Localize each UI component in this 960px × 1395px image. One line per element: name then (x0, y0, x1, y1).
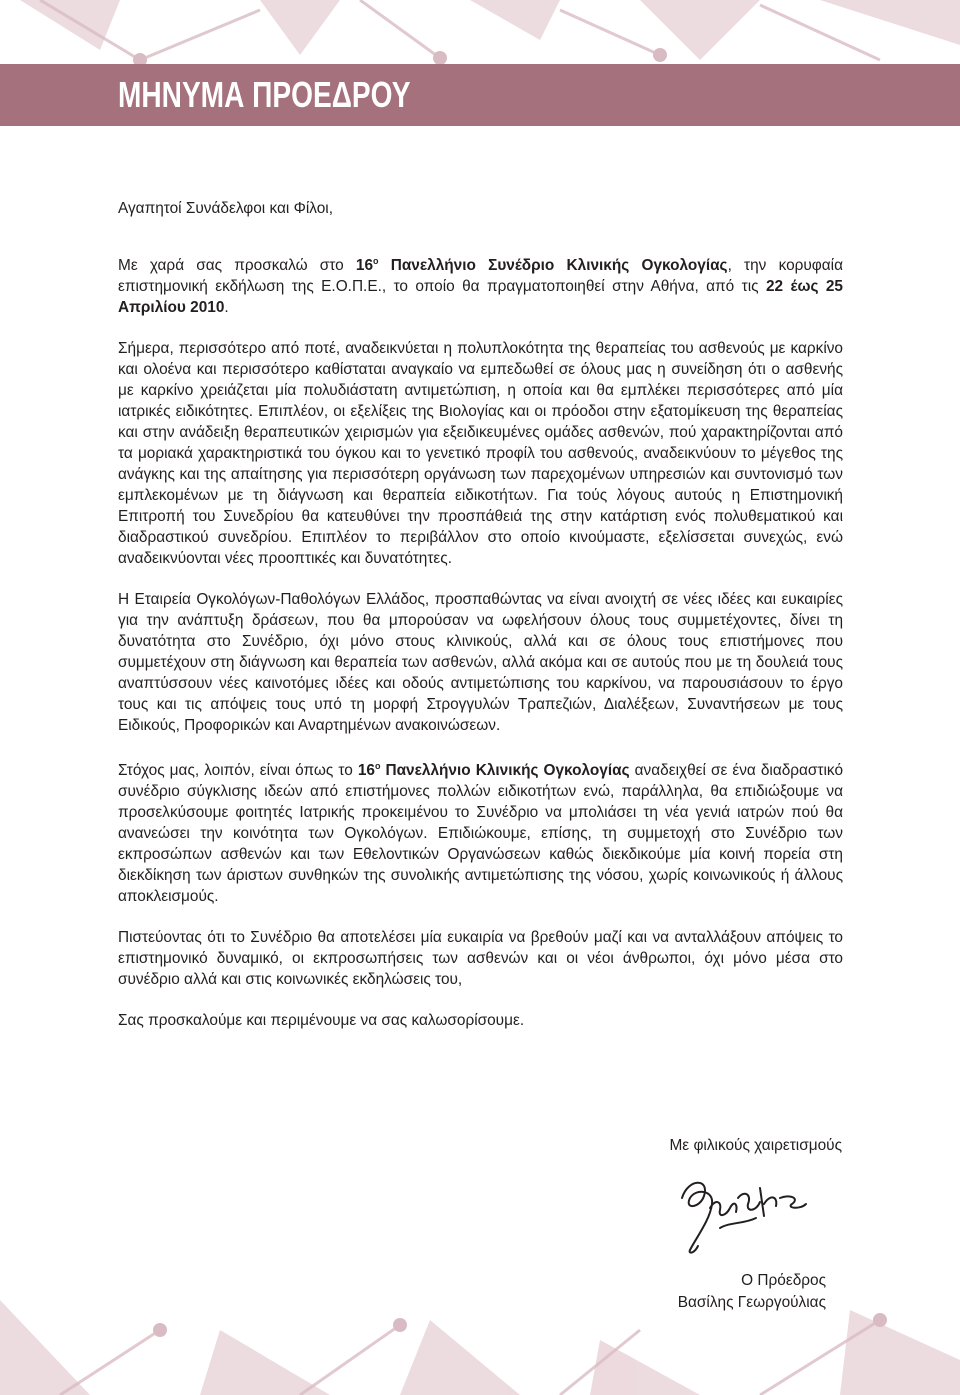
handwritten-signature (660, 1168, 820, 1258)
paragraph-complexity: Σήμερα, περισσότερο από ποτέ, αναδεικνύεται η πολυπλοκότητα της θεραπείας του ασθενούς με καρκίνο και ολοένα και περισσότερο καθίσταται αναγκαίο να εμπεδωθεί σε όλους μας η συνείδηση ότι ο ασθενής με καρκίνο χρειάζεται μία πολυδιάστατη αντιμετώπιση, η οποία και θα εμπλέκει περισσότερες από μία ιατρικές ειδικότητες. Επιπλέον, οι εξελίξεις της Βιολογίας και οι πρόοδοι στην εξατομίκευση της θεραπείας και στην ανάδειξη θεραπευτικών χειρισμών για εξειδικευμένες ομάδες ασθενών, πού χαρακτηρίζονται από τα μοριακά χαρακτηριστικά του όγκου και το γενετικό προφίλ του ασθενούς, αναδεικνύουν το μέγεθος της ανάγκης και της απαίτησης για περισσότερη οργάνωση των παρεχομένων υπηρεσιών και συντονισμό των εμπλεκομένων με τη διάγνωση και θεραπεία ειδικοτήτων. Για τούς λόγους αυτούς η Επιστημονική Επιτροπή του Συνεδρίου θα κατευθύνει την προσπάθειά της στην κατάρτιση ενός πολυθεματικού και διαδραστικού συνεδρίου. Επιπλέον το περιβάλλον στο οποίο κινούμαστε, εξελίσσεται συνεχώς, ενώ αναδεικνύονται νέες προοπτικές και δυνατότητες. (118, 340, 843, 568)
signoff (600, 1270, 826, 1314)
closing-salutation: Με φιλικούς χαιρετισμούς (669, 1137, 842, 1154)
title-band (0, 64, 960, 126)
paragraph-society: Η Εταιρεία Ογκολόγων-Παθολόγων Ελλάδος, προσπαθώντας να είναι ανοιχτή σε νέες ιδέες και ευκαιρίες για την ανάπτυξη δράσεων, που θα μπορούσαν να ωφελήσουν όλους τους συμμετέχοντες, δίνει τη δυνατότητα στο Συνέδριο, όχι μόνο στους κλινικούς, αλλά και σε όλους τους επιστήμονες που συμμετέχουν στη διάγνωση και θεραπεία των ασθενών, αλλά ακόμα και σε αυτούς που με τη δουλειά τους αναπτύσσουν νέες καινοτόμες ιδέες και οδούς αντιμετώπισης του καρκίνου, να παρουσιάσουν το έργο τους και τις απόψεις τους υπό τη μορφή Στρογγυλών Τραπεζιών, Διαλέξεων, Συναντήσεων με τους Ειδικούς, Προφορικών και Αναρτημένων ανακοινώσεων. (118, 591, 843, 735)
greeting: Αγαπητοί Συνάδελφοι και Φίλοι, (118, 200, 333, 217)
page-title: ΜΗΝΥΜΑ ΠΡΟΕΔΡΟΥ (118, 74, 411, 115)
letter-body (118, 198, 843, 1031)
signer-name: Βασίλης Γεωργούλιας (677, 1294, 826, 1311)
paragraph-welcome: Σας προσκαλούμε και περιμένουμε να σας καλωσορίσουμε. (118, 1012, 525, 1030)
paragraph-invitation: Με χαρά σας προσκαλώ στο $16^o$ Πανελλήνιο Συνέδριο Κλινικής Ογκολογίας, την κορυφαία επιστημονική εκδήλωση της Ε.Ο.Π.Ε., το οποίο θα πραγματοποιηθεί στην Αθήνα, από τις 22 έως 25 Απριλίου 2010. (118, 256, 844, 317)
signer-role: Ο Πρόεδρος (741, 1272, 826, 1289)
paragraph-goal: Στόχος μας, λοιπόν, είναι όπως το $16^o$ Πανελλήνιο Κλινικής Ογκολογίας αναδειχθεί σε ένα διαδραστικό συνέδριο σύγκλισης ιδεών από επιστήμονες πολλών ειδικοτήτων ενώ, παράλληλα, θα επιδιώξουμε να προσελκύσουμε φοιτητές Ιατρικής προκειμένου το Συνέδριο να μπολιάσει τη νέα γενιά ιατρών πού θα ανανεώσει την κοινότητα των Ογκολόγων. Επιδιώκουμε, επίσης, τη συμμετοχή στο Συνέδριο των εκπροσώπων ασθενών και των Εθελοντικών Οργανώσεων καθώς διεκδικούμε μία κοινή πορεία στη διεκδίκηση των άριστων συνθηκών της συνολικής αντιμετώπισης της νόσου, χωρίς κοινωνικούς ή άλλους αποκλεισμούς. (118, 761, 844, 906)
paragraph-belief: Πιστεύοντας ότι το Συνέδριο θα αποτελέσει μία ευκαιρία να βρεθούν μαζί και να ανταλλάξουν απόψεις το επιστημονικό δυναμικό, οι εκπροσωπήσεις των ασθενών και οι νέοι άνθρωποι, όχι μόνο μέσα στο συνέδριο αλλά και στις κοινωνικές εκδηλώσεις του, (118, 929, 843, 989)
